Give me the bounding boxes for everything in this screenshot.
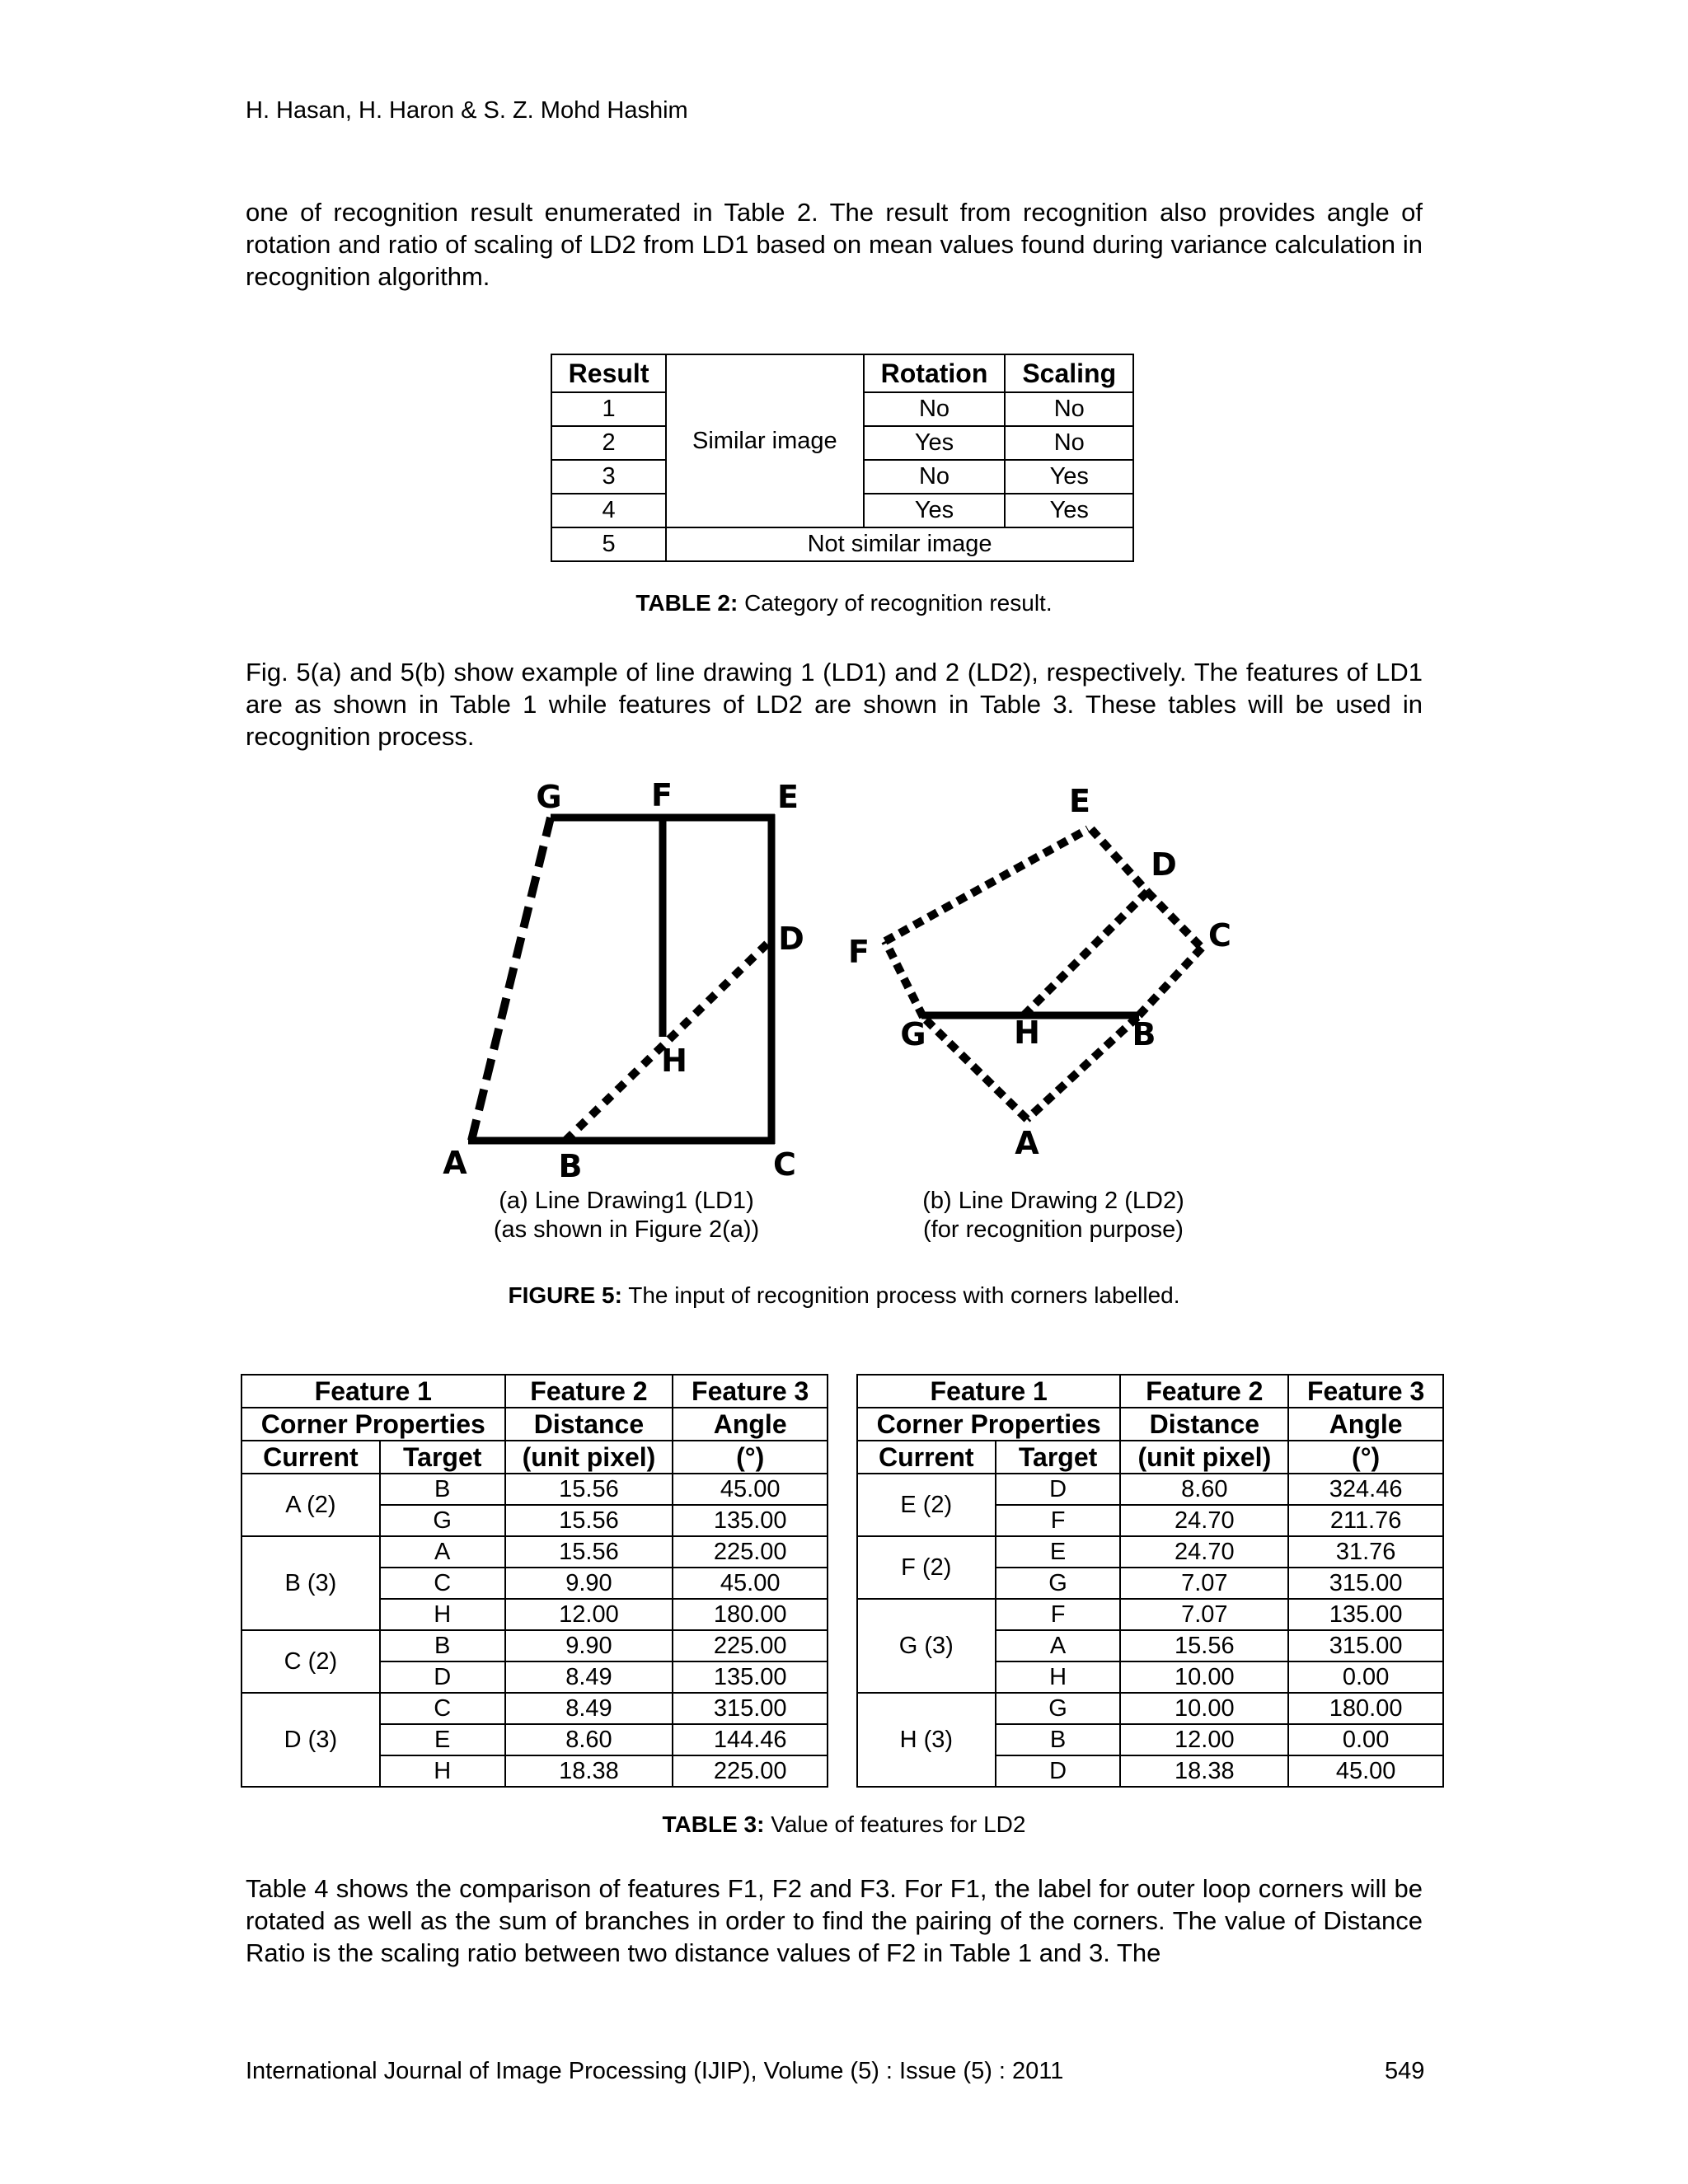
paragraph-intro: one of recognition result enumerated in Table 2. The result from recognition also provides angle of rotation and ratio of scaling of LD2 from LD1 based on mean values found during variance calculation in recognition algorithm. bbox=[246, 198, 1423, 291]
table-header: Feature 3 bbox=[1288, 1375, 1443, 1408]
table-cell: G bbox=[380, 1505, 505, 1536]
table-cell: 180.00 bbox=[673, 1599, 828, 1630]
ld2-edge-b-a bbox=[1027, 1017, 1137, 1119]
table-cell: 12.00 bbox=[505, 1599, 673, 1630]
caption-label: FIGURE 5: bbox=[508, 1282, 622, 1308]
similar-image-cell: Similar image bbox=[666, 354, 863, 527]
table-cell: D bbox=[380, 1661, 505, 1693]
table-header: Rotation bbox=[864, 354, 1006, 392]
table-header-row bbox=[241, 1375, 1443, 1408]
ld1-label-g: G bbox=[536, 779, 562, 815]
table-cell: D bbox=[996, 1755, 1121, 1787]
table-header: Feature 1 bbox=[857, 1375, 1121, 1408]
table-header: (unit pixel) bbox=[1120, 1441, 1288, 1474]
ld2-edge-c-b bbox=[1137, 948, 1202, 1017]
table-cell: 8.60 bbox=[505, 1724, 673, 1755]
ld1-label-h: H bbox=[661, 1043, 687, 1079]
footer-journal: International Journal of Image Processing (IJIP), Volume (5) : Issue (5) : 2011 bbox=[246, 2058, 1064, 2084]
table-row bbox=[551, 527, 1133, 561]
table-cell: 9.90 bbox=[505, 1630, 673, 1661]
table-cell: C bbox=[380, 1693, 505, 1724]
corner-label: F (2) bbox=[857, 1536, 996, 1599]
subcaption-line: (a) Line Drawing1 (LD1) bbox=[499, 1188, 754, 1214]
table-cell: E bbox=[996, 1536, 1121, 1568]
table-header: Corner Properties bbox=[241, 1408, 505, 1441]
ld2-edge-f-e bbox=[885, 829, 1088, 941]
table-cell: 24.70 bbox=[1120, 1536, 1288, 1568]
ld1-edge-a-g bbox=[471, 818, 551, 1141]
table-cell: D bbox=[996, 1474, 1121, 1505]
table-cell: 10.00 bbox=[1120, 1661, 1288, 1693]
table-cell: 45.00 bbox=[673, 1474, 828, 1505]
ld2-label-a: A bbox=[1015, 1125, 1039, 1161]
table-cell: F bbox=[996, 1505, 1121, 1536]
not-similar-cell: Not similar image bbox=[666, 527, 1133, 561]
ld1-label-f: F bbox=[651, 777, 673, 813]
table-header: Target bbox=[380, 1441, 505, 1474]
table-cell: 8.49 bbox=[505, 1693, 673, 1724]
subcaption-line: (b) Line Drawing 2 (LD2) bbox=[922, 1188, 1184, 1214]
table-3-caption bbox=[0, 1811, 1688, 1838]
ld2-edge-e-d bbox=[1091, 829, 1147, 892]
table-cell: Yes bbox=[864, 494, 1006, 527]
table-cell: 8.60 bbox=[1120, 1474, 1288, 1505]
paragraph-table4: Table 4 shows the comparison of features F1, F2 and F3. For F1, the label for outer loop corners will be rotated as well as the sum of branches in order to find the pairing of the corners. The value of Distance Ratio is the scaling ratio between two distance values of F2 in Table 1 and 3. The bbox=[246, 1874, 1423, 1967]
caption-text: Value of features for LD2 bbox=[764, 1811, 1026, 1837]
table-cell: B bbox=[380, 1630, 505, 1661]
table-cell: 5 bbox=[551, 527, 666, 561]
corner-label: D (3) bbox=[241, 1693, 380, 1787]
figure-ld1 bbox=[429, 771, 824, 1183]
figure-ld2 bbox=[832, 771, 1253, 1174]
table-cell: 18.38 bbox=[1120, 1755, 1288, 1787]
corner-label: C (2) bbox=[241, 1630, 380, 1693]
ld1-label-d: D bbox=[778, 921, 804, 957]
caption-label: TABLE 2: bbox=[635, 590, 738, 616]
table-cell: No bbox=[1005, 392, 1133, 426]
table-header: Distance bbox=[505, 1408, 673, 1441]
table-cell: G bbox=[996, 1693, 1121, 1724]
table-2-caption bbox=[0, 590, 1688, 616]
paragraph-figure-intro: Fig. 5(a) and 5(b) show example of line drawing 1 (LD1) and 2 (LD2), respectively. The features of LD1 are as shown in Table 1 while features of LD2 are shown in Table 3. These tables will be used in recognition process. bbox=[246, 658, 1423, 751]
corner-label: A (2) bbox=[241, 1474, 380, 1536]
figure-5b-subcaption bbox=[889, 1187, 1218, 1244]
ld2-label-f: F bbox=[848, 934, 870, 970]
table-cell: 144.46 bbox=[673, 1724, 828, 1755]
table-header: Corner Properties bbox=[857, 1408, 1121, 1441]
footer-page-number: 549 bbox=[1385, 2058, 1425, 2084]
ld2-edge-h-d bbox=[1024, 892, 1147, 1015]
table-cell: H bbox=[380, 1755, 505, 1787]
table-cell: 211.76 bbox=[1288, 1505, 1443, 1536]
table-3 bbox=[241, 1374, 1444, 1788]
subcaption-line: (as shown in Figure 2(a)) bbox=[493, 1216, 760, 1243]
table-cell: 15.56 bbox=[505, 1474, 673, 1505]
figure-5-caption bbox=[0, 1282, 1688, 1309]
table-cell: 1 bbox=[551, 392, 666, 426]
table-cell: 7.07 bbox=[1120, 1568, 1288, 1599]
table-cell: 225.00 bbox=[673, 1755, 828, 1787]
ld1-label-b: B bbox=[558, 1148, 583, 1183]
corner-label: H (3) bbox=[857, 1693, 996, 1787]
ld2-edge-g-f bbox=[885, 941, 923, 1017]
corner-label: E (2) bbox=[857, 1474, 996, 1536]
table-cell: A bbox=[380, 1536, 505, 1568]
table-cell: F bbox=[996, 1599, 1121, 1630]
caption-text: Category of recognition result. bbox=[738, 590, 1053, 616]
corner-label: G (3) bbox=[857, 1599, 996, 1693]
table-header: Current bbox=[857, 1441, 996, 1474]
ld1-label-e: E bbox=[777, 779, 799, 815]
ld1-edge-b-d bbox=[565, 940, 771, 1141]
table-cell: 12.00 bbox=[1120, 1724, 1288, 1755]
table-header: Current bbox=[241, 1441, 380, 1474]
table-cell: 0.00 bbox=[1288, 1661, 1443, 1693]
table-cell: 135.00 bbox=[1288, 1599, 1443, 1630]
table-header: Feature 3 bbox=[673, 1375, 828, 1408]
ld1-label-c: C bbox=[773, 1146, 796, 1183]
table-2 bbox=[551, 354, 1134, 562]
table-cell: 225.00 bbox=[673, 1630, 828, 1661]
table-header: Distance bbox=[1120, 1408, 1288, 1441]
ld2-label-h: H bbox=[1014, 1015, 1040, 1051]
table-header: (°) bbox=[1288, 1441, 1443, 1474]
table-header: Feature 2 bbox=[1120, 1375, 1288, 1408]
table-header: Feature 2 bbox=[505, 1375, 673, 1408]
table-header: Angle bbox=[1288, 1408, 1443, 1441]
table-cell: 45.00 bbox=[1288, 1755, 1443, 1787]
table-cell: A bbox=[996, 1630, 1121, 1661]
table-cell: Yes bbox=[864, 426, 1006, 460]
table-cell: G bbox=[996, 1568, 1121, 1599]
ld2-label-g: G bbox=[900, 1016, 926, 1052]
ld1-label-a: A bbox=[443, 1145, 467, 1181]
table-row bbox=[551, 354, 1133, 392]
table-cell: 225.00 bbox=[673, 1536, 828, 1568]
table-cell: 135.00 bbox=[673, 1661, 828, 1693]
table-cell: 8.49 bbox=[505, 1661, 673, 1693]
caption-text: The input of recognition process with corners labelled. bbox=[621, 1282, 1180, 1308]
table-cell: 4 bbox=[551, 494, 666, 527]
table-header: (°) bbox=[673, 1441, 828, 1474]
table-cell: 10.00 bbox=[1120, 1693, 1288, 1724]
table-cell: 315.00 bbox=[673, 1693, 828, 1724]
table-cell: 15.56 bbox=[1120, 1630, 1288, 1661]
table-cell: 15.56 bbox=[505, 1536, 673, 1568]
ld2-label-c: C bbox=[1208, 917, 1231, 954]
table-header: Scaling bbox=[1005, 354, 1133, 392]
ld2-label-d: D bbox=[1151, 846, 1177, 883]
table-cell: H bbox=[996, 1661, 1121, 1693]
table-cell: 9.90 bbox=[505, 1568, 673, 1599]
table-header: Angle bbox=[673, 1408, 828, 1441]
table-cell: E bbox=[380, 1724, 505, 1755]
ld2-edge-d-c bbox=[1147, 892, 1202, 948]
table-header: Result bbox=[551, 354, 666, 392]
ld2-label-b: B bbox=[1132, 1016, 1156, 1052]
table-cell: Yes bbox=[1005, 494, 1133, 527]
subcaption-line: (for recognition purpose) bbox=[923, 1216, 1184, 1243]
table-cell: No bbox=[864, 460, 1006, 494]
table-header: Feature 1 bbox=[241, 1375, 505, 1408]
table-cell: 24.70 bbox=[1120, 1505, 1288, 1536]
table-cell: 180.00 bbox=[1288, 1693, 1443, 1724]
table-cell: 45.00 bbox=[673, 1568, 828, 1599]
ld2-label-e: E bbox=[1069, 783, 1090, 819]
corner-label: B (3) bbox=[241, 1536, 380, 1630]
table-cell: No bbox=[864, 392, 1006, 426]
table-cell: B bbox=[996, 1724, 1121, 1755]
caption-label: TABLE 3: bbox=[662, 1811, 765, 1837]
figure-5a-subcaption bbox=[462, 1187, 791, 1244]
table-cell: 135.00 bbox=[673, 1505, 828, 1536]
table-cell: No bbox=[1005, 426, 1133, 460]
table-header: Target bbox=[996, 1441, 1121, 1474]
table-cell: 2 bbox=[551, 426, 666, 460]
ld2-edge-a-g bbox=[923, 1017, 1027, 1119]
running-header: H. Hasan, H. Haron & S. Z. Mohd Hashim bbox=[246, 97, 688, 124]
table-cell: H bbox=[380, 1599, 505, 1630]
table-cell: 7.07 bbox=[1120, 1599, 1288, 1630]
table-cell: C bbox=[380, 1568, 505, 1599]
table-cell: 15.56 bbox=[505, 1505, 673, 1536]
table-cell: 31.76 bbox=[1288, 1536, 1443, 1568]
table-gap bbox=[828, 1375, 857, 1787]
table-cell: 315.00 bbox=[1288, 1630, 1443, 1661]
table-cell: 0.00 bbox=[1288, 1724, 1443, 1755]
table-cell: 18.38 bbox=[505, 1755, 673, 1787]
table-cell: B bbox=[380, 1474, 505, 1505]
table-cell: Yes bbox=[1005, 460, 1133, 494]
table-cell: 315.00 bbox=[1288, 1568, 1443, 1599]
table-cell: 3 bbox=[551, 460, 666, 494]
table-header: (unit pixel) bbox=[505, 1441, 673, 1474]
table-cell: 324.46 bbox=[1288, 1474, 1443, 1505]
